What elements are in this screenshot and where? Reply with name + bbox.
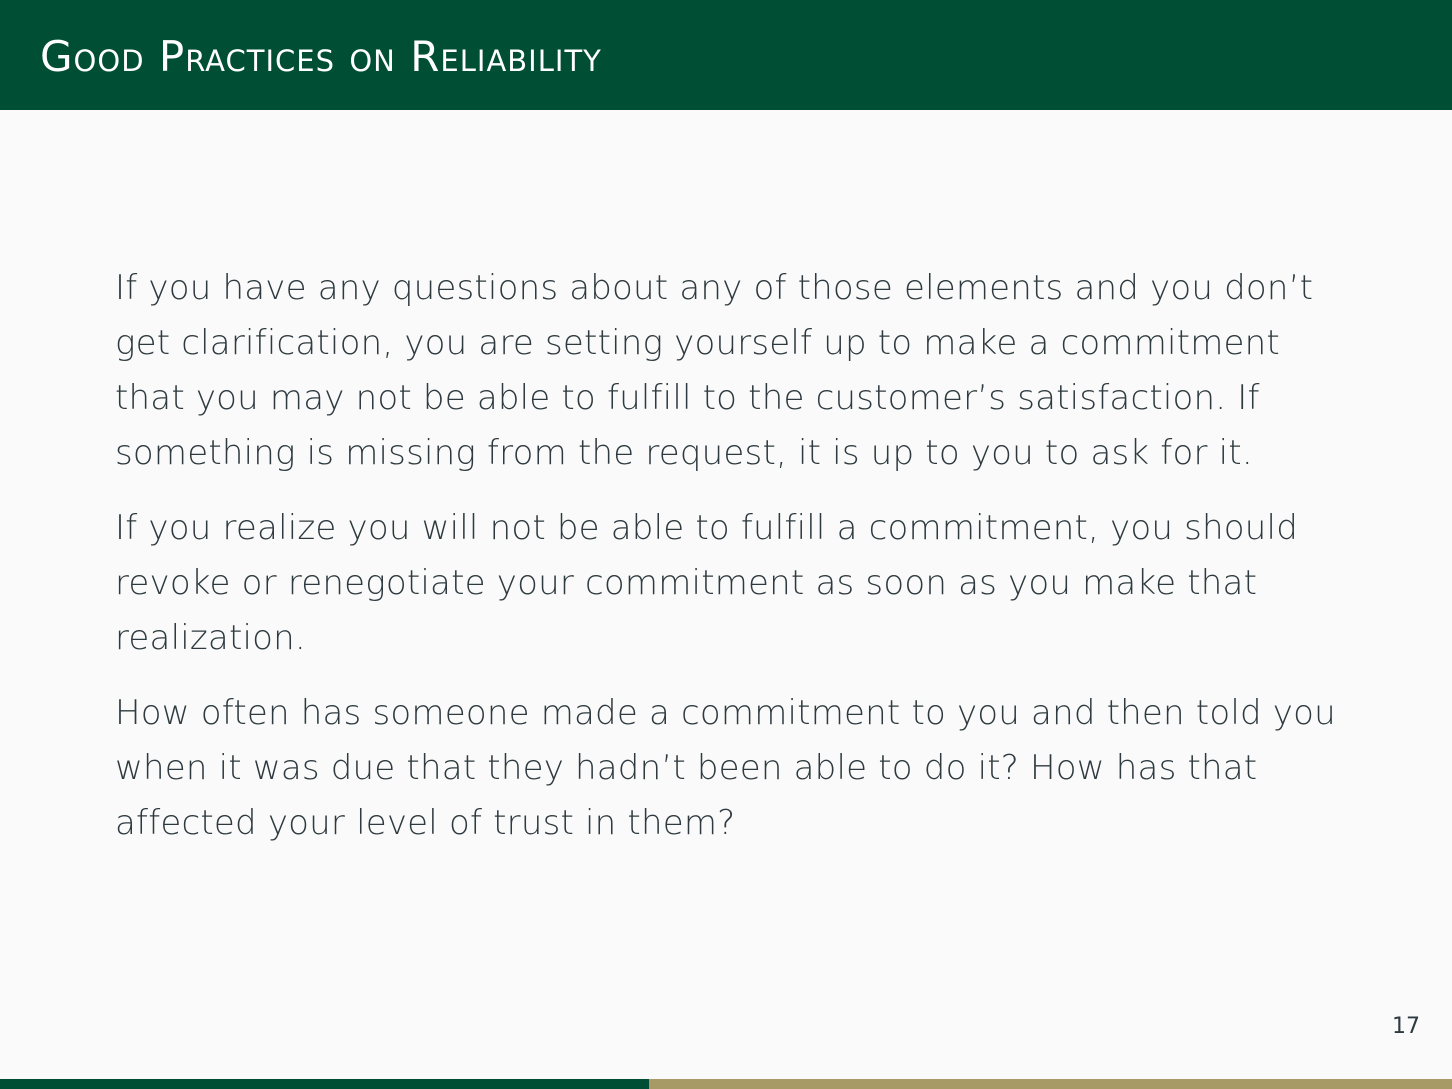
paragraph-2: If you realize you will not be able to fulfill a commitment, you should revoke or renegotiate your commitment as soon as you make that realization.	[115, 508, 1298, 658]
progress-bar	[0, 1079, 1452, 1089]
slide-header	[0, 0, 1452, 110]
slide-title: Good Practices on Reliability	[40, 32, 602, 81]
page-number: 17	[1392, 1014, 1420, 1039]
paragraph-3: How often has someone made a commitment to you and then told you when it was due that they hadn’t been able to do it? How has that affected your level of trust in them?	[115, 693, 1336, 843]
slide-body	[115, 261, 1355, 871]
progress-bar-fill	[0, 1079, 649, 1089]
paragraph-1: If you have any questions about any of those elements and you don’t get clarification, you are setting yourself up to make a commitment that you may not be able to fulfill to the customer’s satisfaction. If something is missing from the request, it is up to you to ask for it.	[115, 268, 1314, 473]
